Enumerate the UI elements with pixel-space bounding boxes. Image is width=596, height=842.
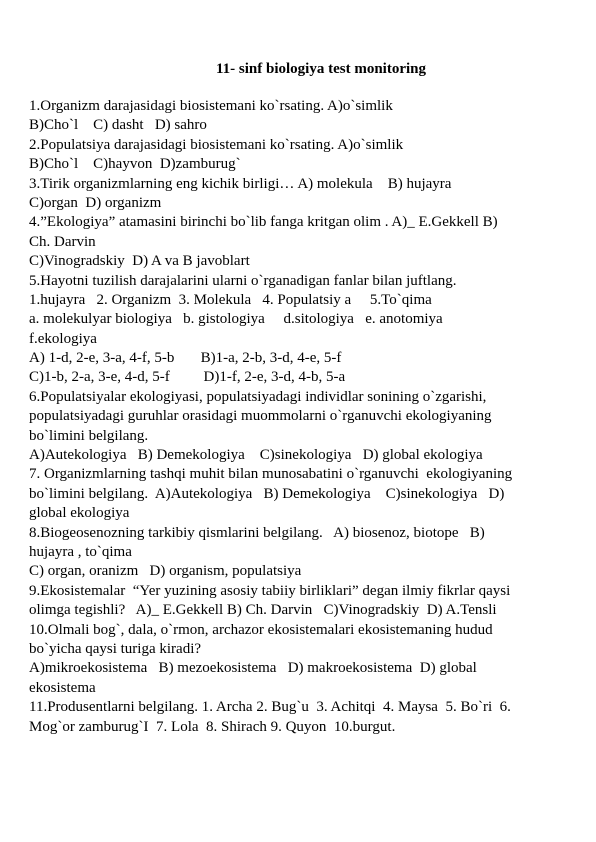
text-line: hujayra , to`qima <box>29 543 132 560</box>
text-line: 4.”Ekologiya” atamasini birinchi bo`lib fanga kritgan olim . A)_ E.Gekkell B) <box>29 214 498 231</box>
text-line: 3.Tirik organizmlarning eng kichik birligi… A) molekula B) hujayra <box>29 175 452 192</box>
text-line: 9.Ekosistemalar “Yer yuzining asosiy tabiiy birliklari” degan ilmiy fikrlar qaysi <box>29 582 511 599</box>
text-line: A)mikroekosistema B) mezoekosistema D) makroekosistema D) global <box>29 660 477 677</box>
document-body <box>29 97 569 737</box>
text-line: ekosistema <box>29 679 96 696</box>
text-line: B)Cho`l C) dasht D) sahro <box>29 117 207 134</box>
text-line: C) organ, oranizm D) organism, populatsiya <box>29 563 302 580</box>
text-line: olimga tegishli? A)_ E.Gekkell B) Ch. Darvin C)Vinogradskiy D) A.Tensli <box>29 602 497 619</box>
text-line: C)organ D) organizm <box>29 194 162 211</box>
text-line: Ch. Darvin <box>29 233 96 250</box>
text-line: 7. Organizmlarning tashqi muhit bilan munosabatini o`rganuvchi ekologiyaning <box>29 466 513 483</box>
text-line: a. molekulyar biologiya b. gistologiya d.sitologiya e. anotomiya <box>29 311 443 328</box>
text-line: bo`limini belgilang. <box>29 427 149 444</box>
text-line: C)Vinogradskiy D) A va B javoblart <box>29 253 250 270</box>
text-line: f.ekologiya <box>29 330 97 347</box>
text-line: bo`yicha qaysi turiga kiradi? <box>29 640 202 657</box>
text-line: C)1-b, 2-a, 3-e, 4-d, 5-f D)1-f, 2-e, 3-d, 4-b, 5-a <box>29 369 346 386</box>
text-line: B)Cho`l C)hayvon D)zamburug` <box>29 156 241 173</box>
text-line: bo`limini belgilang. A)Autekologiya B) Demekologiya C)sinekologiya D) <box>29 485 505 502</box>
text-line: 10.Olmali bog`, dala, o`rmon, archazor ekosistemalari ekosistemaning hudud <box>29 621 493 638</box>
text-line: 11.Produsentlarni belgilang. 1. Archa 2. Bug`u 3. Achitqi 4. Maysa 5. Bo`ri 6. <box>29 699 511 716</box>
text-line: A)Autekologiya B) Demekologiya C)sinekologiya D) global ekologiya <box>29 447 483 464</box>
text-line: A) 1-d, 2-e, 3-a, 4-f, 5-b B)1-a, 2-b, 3-d, 4-e, 5-f <box>29 350 342 367</box>
text-line: 8.Biogeosenozning tarkibiy qismlarini belgilang. A) biosenoz, biotope B) <box>29 524 485 541</box>
text-line: Mog`or zamburug`I 7. Lola 8. Shirach 9. Quyon 10.burgut. <box>29 718 396 735</box>
text-line: 1.hujayra 2. Organizm 3. Molekula 4. Populatsiy a 5.To`qima <box>29 291 432 308</box>
text-line: 5.Hayotni tuzilish darajalarini ularni o`rganadigan fanlar bilan juftlang. <box>29 272 457 289</box>
text-line: 1.Organizm darajasidagi biosistemani ko`rsating. A)o`simlik <box>29 98 393 114</box>
text-line: global ekologiya <box>29 505 130 522</box>
text-line: 2.Populatsiya darajasidagi biosistemani ko`rsating. A)o`simlik <box>29 136 404 153</box>
document-title: 11- sinf biologiya test monitoring <box>215 61 426 77</box>
text-line: 6.Populatsiyalar ekologiyasi, populatsiyadagi individlar sonining o`zgarishi, <box>29 388 487 405</box>
text-line: populatsiyadagi guruhlar orasidagi muommolarni o`rganuvchi ekologiyaning <box>29 408 492 425</box>
